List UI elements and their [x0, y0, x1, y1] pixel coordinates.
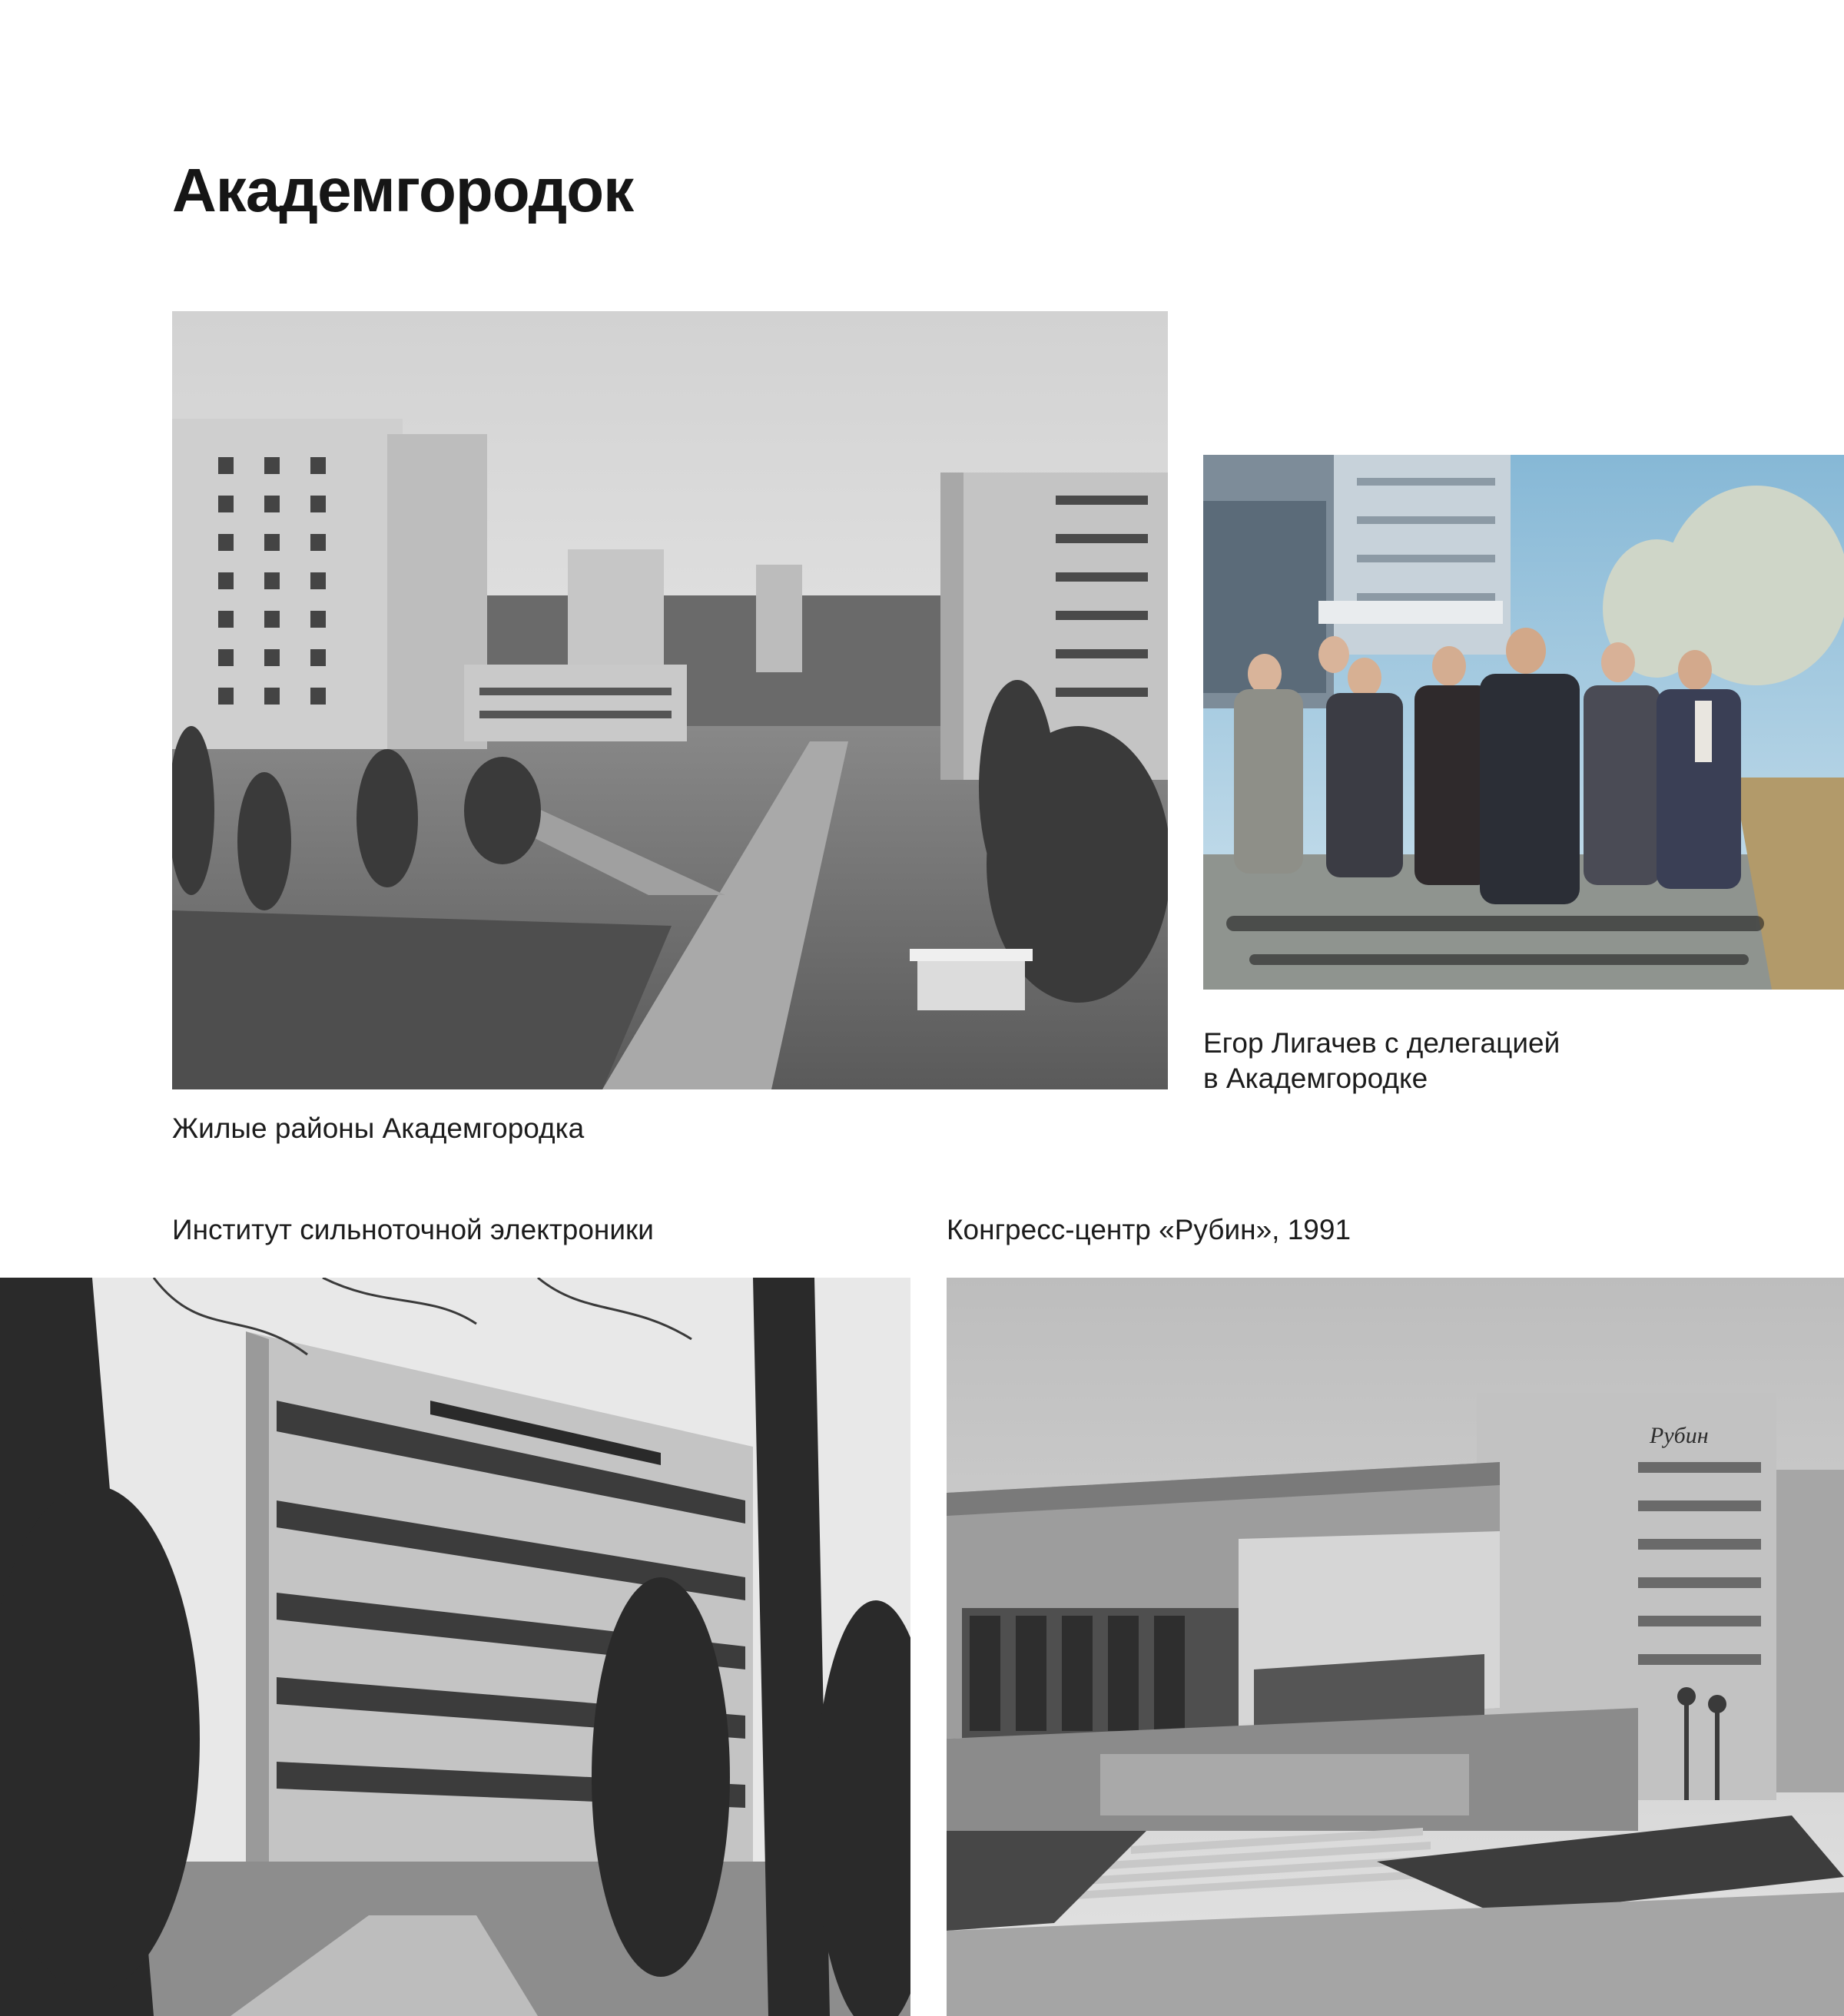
rubin-sign: Рубин: [1650, 1423, 1709, 1448]
photo-congress-center-rubin: [947, 1278, 1844, 2016]
page-title: Академгородок: [172, 156, 634, 224]
caption-institute: Институт сильноточной электроники: [172, 1214, 654, 1245]
photo-institute: [0, 1278, 910, 2016]
caption-residential-districts: Жилые районы Академгородка: [172, 1112, 585, 1144]
photo-delegation: [1203, 455, 1844, 990]
caption-delegation-line-2: в Академгородке: [1203, 1063, 1428, 1094]
caption-delegation: [1203, 1026, 1560, 1096]
photo-residential-districts: [172, 311, 1168, 1089]
caption-delegation-line-1: Егор Лигачев с делегацией: [1203, 1027, 1560, 1059]
caption-rubin: Конгресс-центр «Рубин», 1991: [947, 1214, 1351, 1245]
